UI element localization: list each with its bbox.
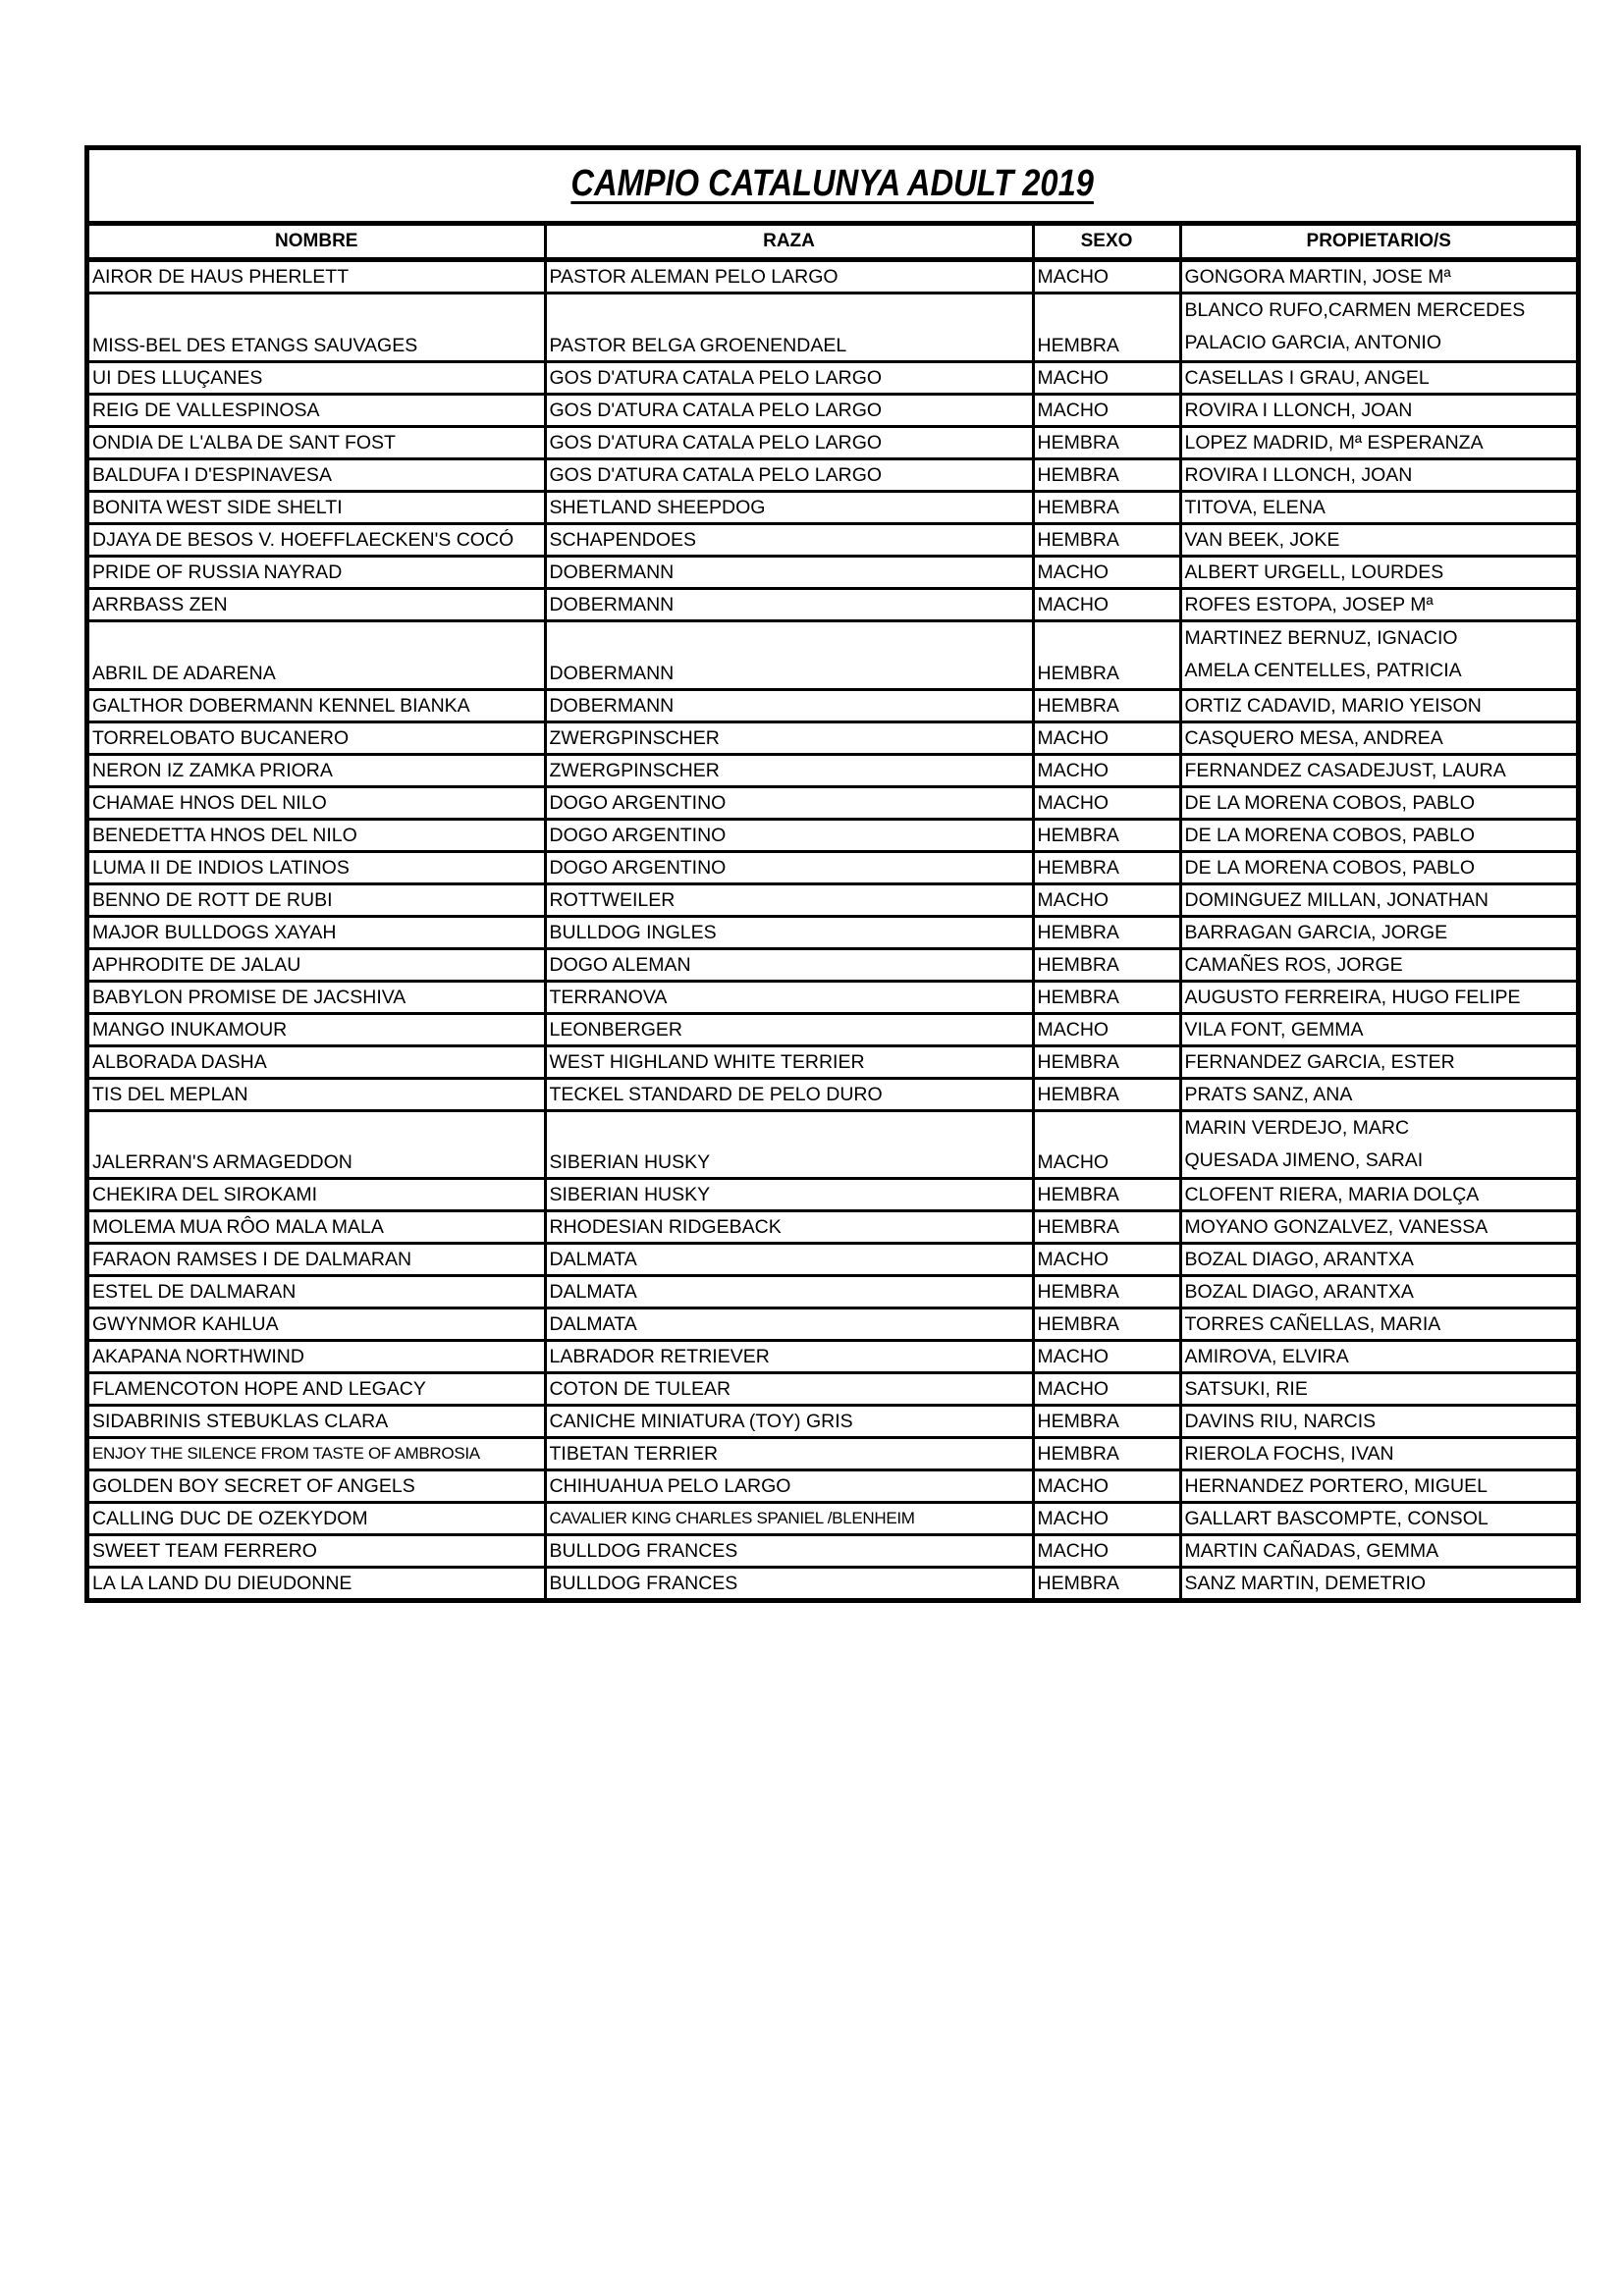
cell-propietarios	[1180, 294, 1576, 362]
table-row	[89, 948, 1576, 981]
table-row	[89, 1373, 1576, 1406]
cell-raza: ZWERGPINSCHER	[545, 754, 1033, 786]
cell-raza: DOGO ARGENTINO	[545, 786, 1033, 819]
cell-raza: GOS D'ATURA CATALA PELO LARGO	[545, 361, 1033, 394]
cell-propietarios	[1180, 1211, 1576, 1244]
table-row	[89, 883, 1576, 916]
owner-name: ROVIRA I LLONCH, JOAN	[1184, 463, 1413, 486]
cell-propietarios	[1180, 721, 1576, 754]
cell-raza: TIBETAN TERRIER	[545, 1438, 1033, 1470]
table-row	[89, 1045, 1576, 1078]
owner-name: AUGUSTO FERREIRA, HUGO FELIPE	[1184, 986, 1521, 1008]
owner-name: CASELLAS I GRAU, ANGEL	[1184, 366, 1430, 389]
cell-nombre: CHEKIRA DEL SIROKAMI	[89, 1179, 545, 1211]
cell-raza: DALMATA	[545, 1244, 1033, 1276]
owner-name: DE LA MORENA COBOS, PABLO	[1184, 856, 1475, 879]
table-row	[89, 754, 1576, 786]
cell-nombre: BALDUFA I D'ESPINAVESA	[89, 458, 545, 491]
owner-name: GALLART BASCOMPTE, CONSOL	[1184, 1508, 1489, 1530]
cell-raza: WEST HIGHLAND WHITE TERRIER	[545, 1045, 1033, 1078]
cell-propietarios	[1180, 1244, 1576, 1276]
table-row	[89, 981, 1576, 1013]
table-row	[89, 1110, 1576, 1179]
cell-raza: RHODESIAN RIDGEBACK	[545, 1211, 1033, 1244]
cell-raza: DALMATA	[545, 1308, 1033, 1341]
owner-name: MARTIN CAÑADAS, GEMMA	[1184, 1540, 1439, 1563]
table-row	[89, 1276, 1576, 1308]
cell-sexo: MACHO	[1033, 1373, 1180, 1406]
cell-nombre: LA LA LAND DU DIEUDONNE	[89, 1568, 545, 1599]
table-row	[89, 1535, 1576, 1568]
cell-nombre: ARRBASS ZEN	[89, 588, 545, 620]
cell-propietarios	[1180, 1045, 1576, 1078]
table-row	[89, 1406, 1576, 1438]
owner-name: FERNANDEZ GARCIA, ESTER	[1184, 1050, 1455, 1073]
owner-name: GONGORA MARTIN, JOSE Mª	[1184, 266, 1451, 288]
cell-sexo: HEMBRA	[1033, 1438, 1180, 1470]
cell-nombre: MANGO INUKAMOUR	[89, 1013, 545, 1045]
cell-raza: LABRADOR RETRIEVER	[545, 1341, 1033, 1373]
cell-sexo: MACHO	[1033, 786, 1180, 819]
cell-sexo: MACHO	[1033, 1341, 1180, 1373]
owner-name: HERNANDEZ PORTERO, MIGUEL	[1184, 1475, 1488, 1498]
cell-nombre: TORRELOBATO BUCANERO	[89, 721, 545, 754]
owner-name: SANZ MARTIN, DEMETRIO	[1184, 1573, 1427, 1595]
table-row	[89, 1308, 1576, 1341]
cell-raza: BULLDOG FRANCES	[545, 1535, 1033, 1568]
table-row	[89, 620, 1576, 689]
table-row	[89, 1568, 1576, 1599]
cell-raza: PASTOR BELGA GROENENDAEL	[545, 294, 1033, 362]
owner-name: CLOFENT RIERA, MARIA DOLÇA	[1184, 1184, 1480, 1206]
cell-propietarios	[1180, 1276, 1576, 1308]
table-row	[89, 1244, 1576, 1276]
column-header-sexo: SEXO	[1033, 226, 1180, 260]
table-row	[89, 1078, 1576, 1110]
cell-sexo: MACHO	[1033, 1244, 1180, 1276]
cell-nombre: LUMA II DE INDIOS LATINOS	[89, 851, 545, 883]
cell-sexo: HEMBRA	[1033, 819, 1180, 851]
cell-sexo: HEMBRA	[1033, 948, 1180, 981]
cell-sexo: MACHO	[1033, 556, 1180, 588]
cell-raza: LEONBERGER	[545, 1013, 1033, 1045]
cell-sexo: HEMBRA	[1033, 1045, 1180, 1078]
owner-name: VAN BEEK, JOKE	[1184, 528, 1340, 551]
cell-nombre: FARAON RAMSES I DE DALMARAN	[89, 1244, 545, 1276]
cell-sexo: MACHO	[1033, 1110, 1180, 1179]
owner-name: AMELA CENTELLES, PATRICIA	[1184, 660, 1462, 682]
cell-sexo: MACHO	[1033, 260, 1180, 294]
table-row	[89, 361, 1576, 394]
cell-nombre: DJAYA DE BESOS V. HOEFFLAECKEN'S COCÓ	[89, 523, 545, 556]
table-row	[89, 1211, 1576, 1244]
cell-propietarios	[1180, 1179, 1576, 1211]
table-row	[89, 786, 1576, 819]
cell-sexo: HEMBRA	[1033, 916, 1180, 948]
header-row	[89, 226, 1576, 260]
cell-raza: DALMATA	[545, 1276, 1033, 1308]
cell-sexo: HEMBRA	[1033, 1276, 1180, 1308]
cell-raza: COTON DE TULEAR	[545, 1373, 1033, 1406]
cell-nombre: ABRIL DE ADARENA	[89, 620, 545, 689]
cell-sexo: HEMBRA	[1033, 458, 1180, 491]
cell-raza: CHIHUAHUA PELO LARGO	[545, 1470, 1033, 1503]
owner-name: PRATS SANZ, ANA	[1184, 1083, 1353, 1105]
cell-propietarios	[1180, 1438, 1576, 1470]
owner-name: CAMAÑES ROS, JORGE	[1184, 953, 1403, 976]
cell-propietarios	[1180, 426, 1576, 458]
owner-name: CASQUERO MESA, ANDREA	[1184, 726, 1443, 749]
owner-name: TITOVA, ELENA	[1184, 496, 1326, 518]
cell-propietarios	[1180, 458, 1576, 491]
cell-nombre: AIROR DE HAUS PHERLETT	[89, 260, 545, 294]
cell-nombre: BENEDETTA HNOS DEL NILO	[89, 819, 545, 851]
owner-name: PALACIO GARCIA, ANTONIO	[1184, 332, 1442, 354]
cell-sexo: MACHO	[1033, 394, 1180, 426]
table-row	[89, 689, 1576, 721]
owner-name: BOZAL DIAGO, ARANTXA	[1184, 1249, 1414, 1271]
table-row	[89, 1503, 1576, 1535]
cell-sexo: MACHO	[1033, 1503, 1180, 1535]
owner-name: ORTIZ CADAVID, MARIO YEISON	[1184, 694, 1482, 717]
cell-nombre: FLAMENCOTON HOPE AND LEGACY	[89, 1373, 545, 1406]
table-row	[89, 294, 1576, 362]
cell-sexo: HEMBRA	[1033, 294, 1180, 362]
page-title: CAMPIO CATALUNYA ADULT 2019	[570, 162, 1095, 204]
table-row	[89, 916, 1576, 948]
cell-propietarios	[1180, 819, 1576, 851]
cell-raza: DOGO ARGENTINO	[545, 851, 1033, 883]
cell-propietarios	[1180, 556, 1576, 588]
cell-propietarios	[1180, 786, 1576, 819]
cell-nombre: MISS-BEL DES ETANGS SAUVAGES	[89, 294, 545, 362]
cell-nombre: GOLDEN BOY SECRET OF ANGELS	[89, 1470, 545, 1503]
cell-sexo: MACHO	[1033, 1470, 1180, 1503]
owner-name: DE LA MORENA COBOS, PABLO	[1184, 791, 1475, 814]
owner-name: BOZAL DIAGO, ARANTXA	[1184, 1281, 1414, 1304]
cell-sexo: HEMBRA	[1033, 1179, 1180, 1211]
cell-raza: CANICHE MINIATURA (TOY) GRIS	[545, 1406, 1033, 1438]
cell-propietarios	[1180, 754, 1576, 786]
cell-raza: TERRANOVA	[545, 981, 1033, 1013]
cell-sexo: HEMBRA	[1033, 1308, 1180, 1341]
cell-raza: GOS D'ATURA CATALA PELO LARGO	[545, 426, 1033, 458]
cell-sexo: HEMBRA	[1033, 523, 1180, 556]
cell-propietarios	[1180, 620, 1576, 689]
cell-raza: BULLDOG INGLES	[545, 916, 1033, 948]
owner-name: MOYANO GONZALVEZ, VANESSA	[1184, 1216, 1489, 1239]
table-row	[89, 556, 1576, 588]
cell-sexo: HEMBRA	[1033, 981, 1180, 1013]
title-cell	[89, 150, 1576, 226]
cell-raza: DOBERMANN	[545, 689, 1033, 721]
cell-propietarios	[1180, 851, 1576, 883]
cell-propietarios	[1180, 1373, 1576, 1406]
cell-nombre: SIDABRINIS STEBUKLAS CLARA	[89, 1406, 545, 1438]
cell-nombre: ONDIA DE L'ALBA DE SANT FOST	[89, 426, 545, 458]
owner-name: BLANCO RUFO,CARMEN MERCEDES	[1184, 299, 1526, 321]
owner-name: DAVINS RIU, NARCIS	[1184, 1411, 1377, 1433]
cell-raza: SIBERIAN HUSKY	[545, 1179, 1033, 1211]
cell-sexo: MACHO	[1033, 1013, 1180, 1045]
table-row	[89, 1470, 1576, 1503]
owner-name: ROVIRA I LLONCH, JOAN	[1184, 399, 1413, 421]
cell-nombre: GALTHOR DOBERMANN KENNEL BIANKA	[89, 689, 545, 721]
cell-propietarios	[1180, 1110, 1576, 1179]
results-table	[89, 226, 1576, 1598]
cell-propietarios	[1180, 1503, 1576, 1535]
cell-nombre: AKAPANA NORTHWIND	[89, 1341, 545, 1373]
cell-propietarios	[1180, 1078, 1576, 1110]
table-row	[89, 1179, 1576, 1211]
cell-nombre: REIG DE VALLESPINOSA	[89, 394, 545, 426]
table-row	[89, 260, 1576, 294]
table-row	[89, 851, 1576, 883]
cell-sexo: MACHO	[1033, 588, 1180, 620]
cell-raza: BULLDOG FRANCES	[545, 1568, 1033, 1599]
owner-name: SATSUKI, RIE	[1184, 1378, 1308, 1401]
cell-nombre: ESTEL DE DALMARAN	[89, 1276, 545, 1308]
cell-nombre: BENNO DE ROTT DE RUBI	[89, 883, 545, 916]
table-row	[89, 1013, 1576, 1045]
table-row	[89, 588, 1576, 620]
owner-name: QUESADA JIMENO, SARAI	[1184, 1148, 1424, 1171]
cell-sexo: HEMBRA	[1033, 491, 1180, 523]
cell-propietarios	[1180, 883, 1576, 916]
cell-nombre: UI DES LLUÇANES	[89, 361, 545, 394]
owner-name: RIEROLA FOCHS, IVAN	[1184, 1443, 1394, 1466]
cell-propietarios	[1180, 981, 1576, 1013]
cell-propietarios	[1180, 1013, 1576, 1045]
cell-sexo: MACHO	[1033, 361, 1180, 394]
table-row	[89, 458, 1576, 491]
cell-nombre: NERON IZ ZAMKA PRIORA	[89, 754, 545, 786]
table-row	[89, 491, 1576, 523]
owner-name: MARIN VERDEJO, MARC	[1184, 1116, 1410, 1139]
owner-name: ROFES ESTOPA, JOSEP Mª	[1184, 593, 1434, 615]
results-sheet	[84, 145, 1581, 1603]
cell-sexo: HEMBRA	[1033, 620, 1180, 689]
cell-sexo: HEMBRA	[1033, 1211, 1180, 1244]
table-row	[89, 1438, 1576, 1470]
table-row	[89, 721, 1576, 754]
table-row	[89, 394, 1576, 426]
cell-propietarios	[1180, 1406, 1576, 1438]
cell-propietarios	[1180, 523, 1576, 556]
cell-nombre: TIS DEL MEPLAN	[89, 1078, 545, 1110]
cell-nombre: ENJOY THE SILENCE FROM TASTE OF AMBROSIA	[89, 1438, 545, 1470]
cell-nombre: BONITA WEST SIDE SHELTI	[89, 491, 545, 523]
cell-propietarios	[1180, 361, 1576, 394]
cell-raza: TECKEL STANDARD DE PELO DURO	[545, 1078, 1033, 1110]
cell-nombre: MAJOR BULLDOGS XAYAH	[89, 916, 545, 948]
cell-nombre: CALLING DUC DE OZEKYDOM	[89, 1503, 545, 1535]
column-header-raza: RAZA	[545, 226, 1033, 260]
table-body	[89, 260, 1576, 1599]
owner-name: AMIROVA, ELVIRA	[1184, 1346, 1349, 1368]
table-row	[89, 1341, 1576, 1373]
cell-sexo: MACHO	[1033, 721, 1180, 754]
cell-propietarios	[1180, 260, 1576, 294]
cell-nombre: CHAMAE HNOS DEL NILO	[89, 786, 545, 819]
cell-raza: PASTOR ALEMAN PELO LARGO	[545, 260, 1033, 294]
cell-raza: DOBERMANN	[545, 556, 1033, 588]
cell-sexo: HEMBRA	[1033, 851, 1180, 883]
cell-nombre: APHRODITE DE JALAU	[89, 948, 545, 981]
column-header-propietarios: PROPIETARIO/S	[1180, 226, 1576, 260]
cell-nombre: SWEET TEAM FERRERO	[89, 1535, 545, 1568]
cell-raza: ZWERGPINSCHER	[545, 721, 1033, 754]
owner-name: FERNANDEZ CASADEJUST, LAURA	[1184, 759, 1506, 781]
cell-sexo: MACHO	[1033, 883, 1180, 916]
table-row	[89, 523, 1576, 556]
owner-name: ALBERT URGELL, LOURDES	[1184, 561, 1444, 583]
cell-propietarios	[1180, 948, 1576, 981]
owner-name: TORRES CAÑELLAS, MARIA	[1184, 1313, 1441, 1336]
table-row	[89, 426, 1576, 458]
cell-raza: DOBERMANN	[545, 588, 1033, 620]
cell-raza: SHETLAND SHEEPDOG	[545, 491, 1033, 523]
cell-sexo: HEMBRA	[1033, 1078, 1180, 1110]
cell-raza: DOBERMANN	[545, 620, 1033, 689]
cell-propietarios	[1180, 689, 1576, 721]
table-row	[89, 819, 1576, 851]
cell-propietarios	[1180, 491, 1576, 523]
cell-propietarios	[1180, 394, 1576, 426]
cell-raza: GOS D'ATURA CATALA PELO LARGO	[545, 458, 1033, 491]
cell-raza: SIBERIAN HUSKY	[545, 1110, 1033, 1179]
cell-raza: DOGO ALEMAN	[545, 948, 1033, 981]
owner-name: LOPEZ MADRID, Mª ESPERANZA	[1184, 431, 1484, 454]
cell-sexo: HEMBRA	[1033, 1568, 1180, 1599]
cell-nombre: JALERRAN'S ARMAGEDDON	[89, 1110, 545, 1179]
cell-propietarios	[1180, 1308, 1576, 1341]
cell-raza: ROTTWEILER	[545, 883, 1033, 916]
cell-propietarios	[1180, 588, 1576, 620]
cell-nombre: BABYLON PROMISE DE JACSHIVA	[89, 981, 545, 1013]
cell-raza: GOS D'ATURA CATALA PELO LARGO	[545, 394, 1033, 426]
owner-name: DOMINGUEZ MILLAN, JONATHAN	[1184, 888, 1489, 911]
cell-propietarios	[1180, 1568, 1576, 1599]
cell-sexo: HEMBRA	[1033, 1406, 1180, 1438]
owner-name: DE LA MORENA COBOS, PABLO	[1184, 824, 1475, 846]
cell-sexo: MACHO	[1033, 1535, 1180, 1568]
owner-name: BARRAGAN GARCIA, JORGE	[1184, 921, 1448, 943]
cell-sexo: MACHO	[1033, 754, 1180, 786]
owner-name: VILA FONT, GEMMA	[1184, 1018, 1364, 1041]
cell-raza: SCHAPENDOES	[545, 523, 1033, 556]
column-header-nombre: NOMBRE	[89, 226, 545, 260]
cell-propietarios	[1180, 1341, 1576, 1373]
cell-nombre: ALBORADA DASHA	[89, 1045, 545, 1078]
cell-propietarios	[1180, 916, 1576, 948]
cell-propietarios	[1180, 1535, 1576, 1568]
cell-raza: DOGO ARGENTINO	[545, 819, 1033, 851]
cell-sexo: HEMBRA	[1033, 689, 1180, 721]
cell-sexo: HEMBRA	[1033, 426, 1180, 458]
cell-nombre: PRIDE OF RUSSIA NAYRAD	[89, 556, 545, 588]
cell-nombre: MOLEMA MUA RÔO MALA MALA	[89, 1211, 545, 1244]
owner-name: MARTINEZ BERNUZ, IGNACIO	[1184, 626, 1458, 649]
cell-propietarios	[1180, 1470, 1576, 1503]
cell-nombre: GWYNMOR KAHLUA	[89, 1308, 545, 1341]
cell-raza: CAVALIER KING CHARLES SPANIEL /BLENHEIM	[545, 1503, 1033, 1535]
